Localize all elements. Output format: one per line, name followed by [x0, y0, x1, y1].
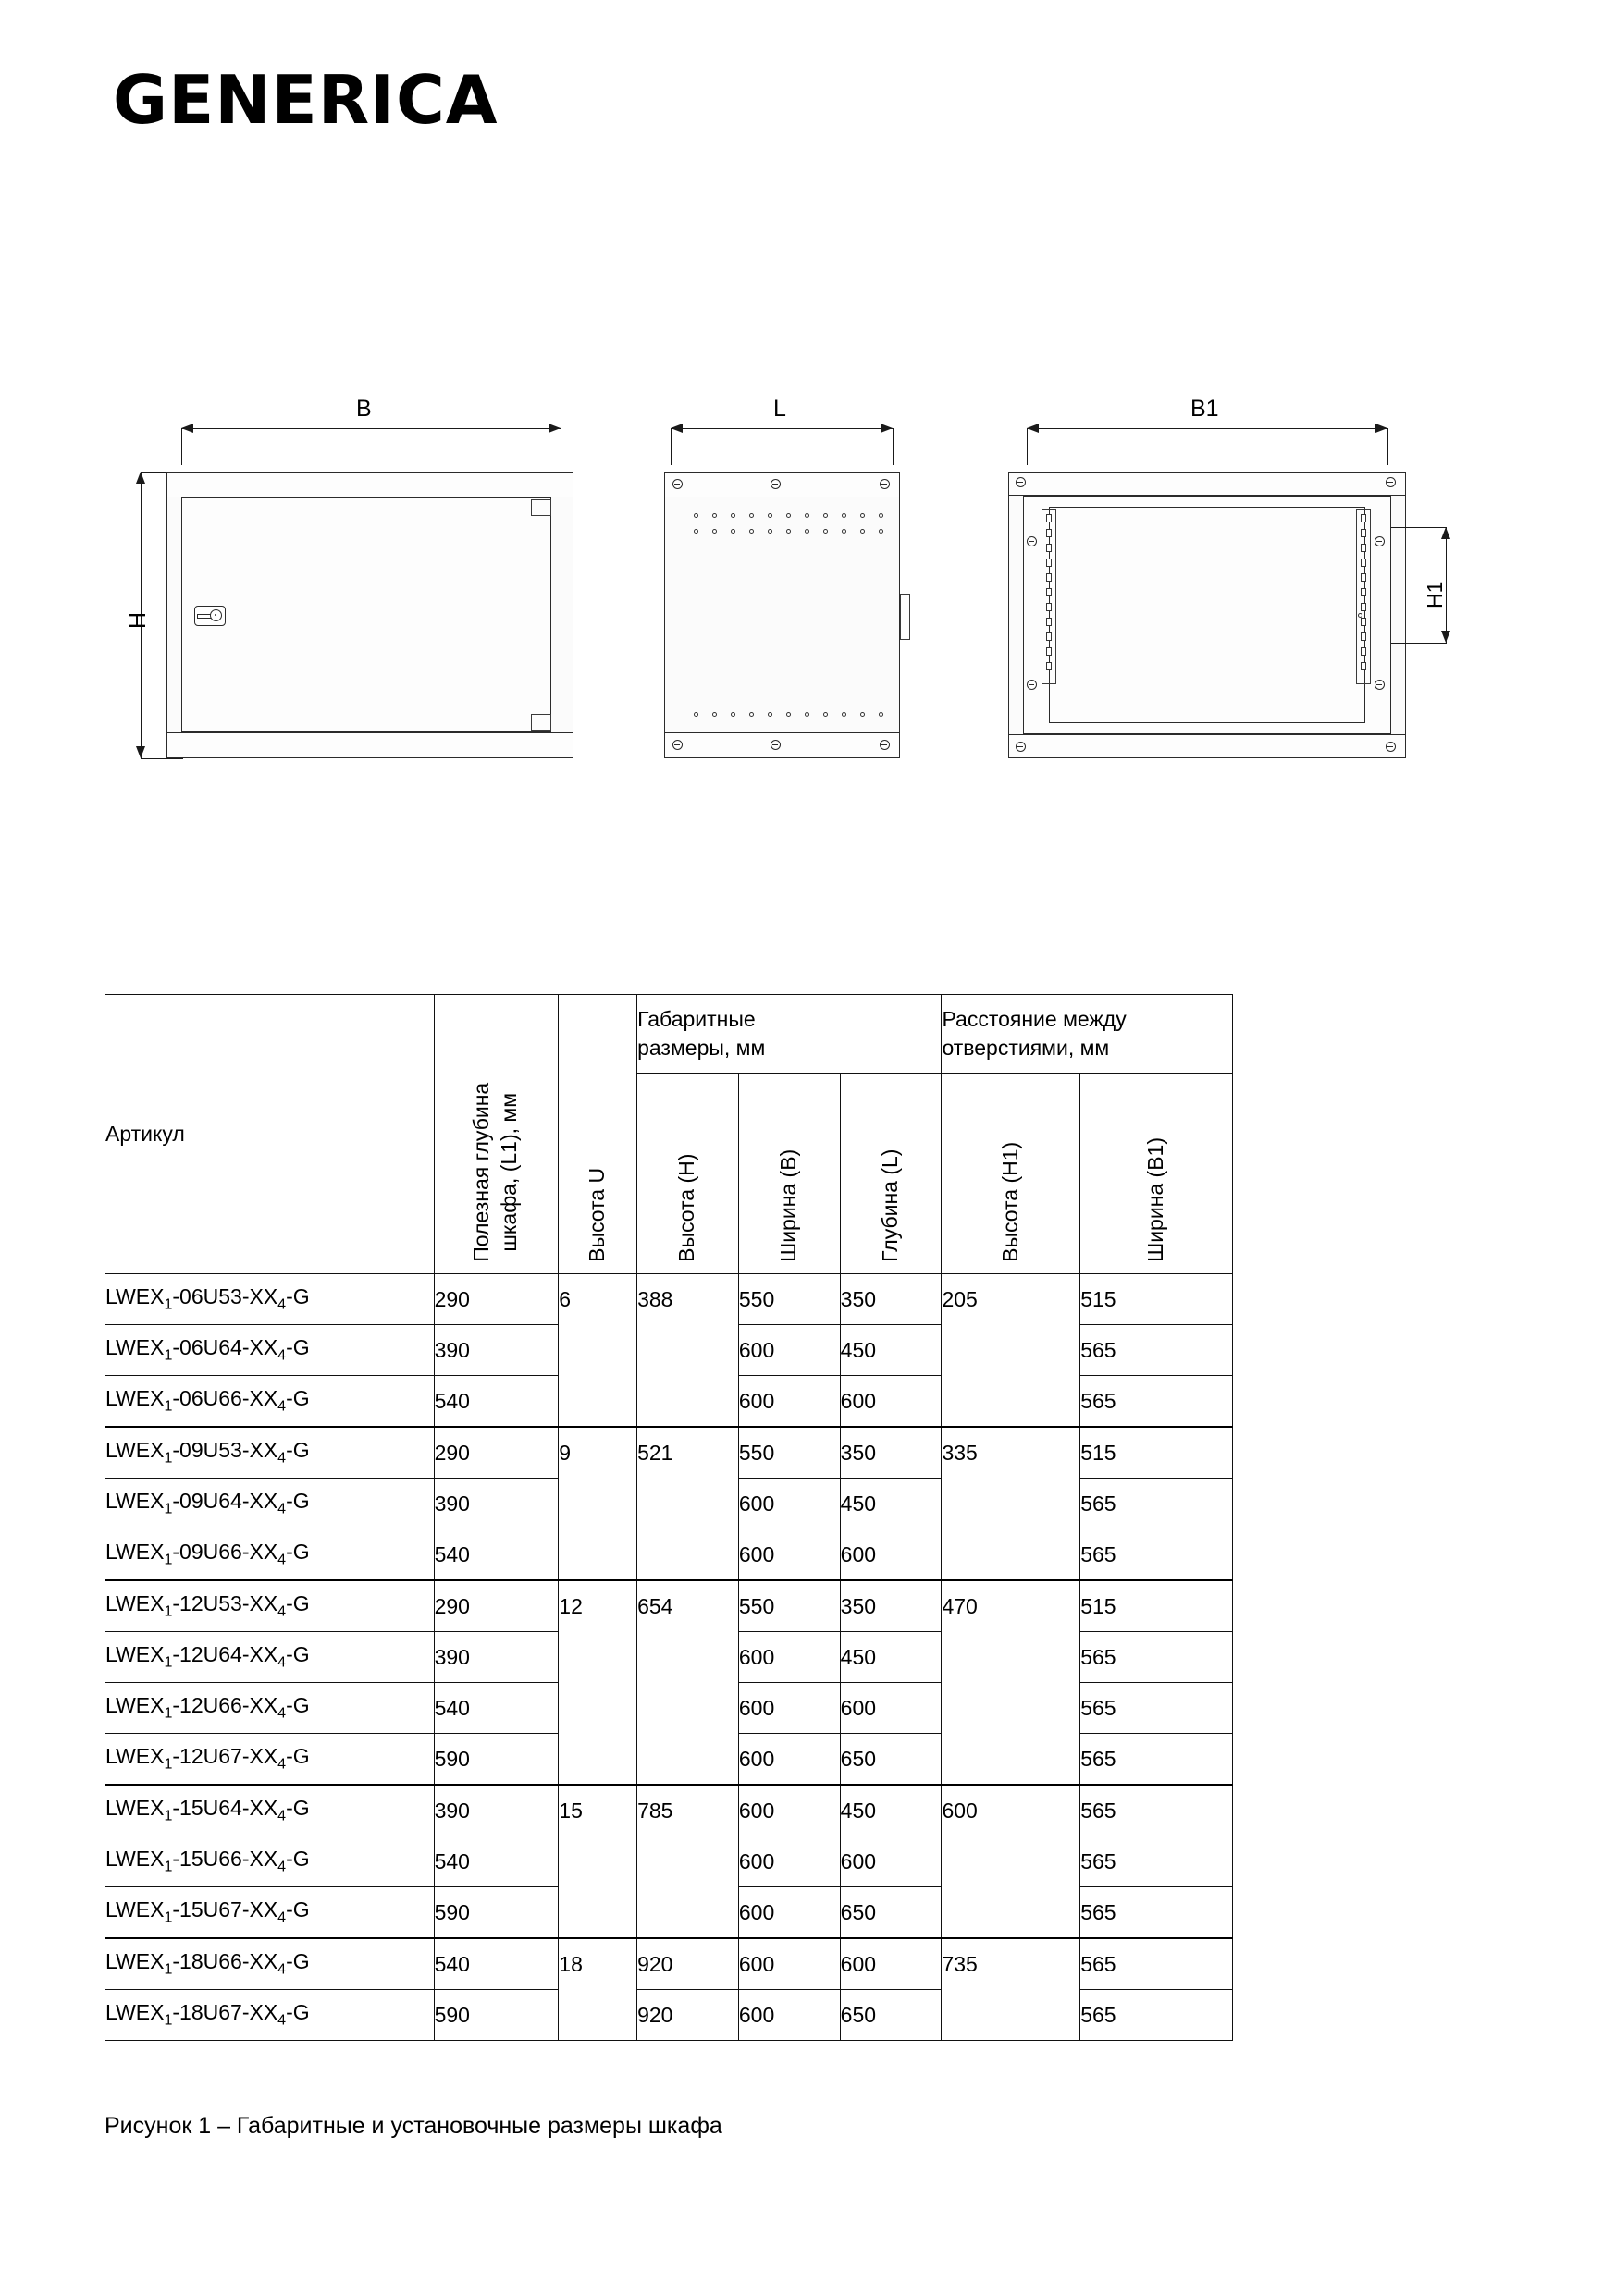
vent-hole-icon [823, 712, 828, 717]
dim-arrow-h-top [136, 472, 145, 484]
cell-height-u [559, 1887, 637, 1939]
vent-hole-icon [731, 712, 735, 717]
cell-article: $LWEX_1-06U53-XX_4-G$ [105, 1274, 435, 1325]
cell-holes-width: 565 [1080, 1734, 1233, 1786]
front-view-top-panel [166, 472, 573, 497]
cell-height-u: 12 [559, 1580, 637, 1632]
vent-hole-icon [731, 529, 735, 534]
cell-holes-height [942, 1836, 1080, 1887]
rail-slot-icon [1361, 544, 1366, 552]
dim-label-h1: H1 [1423, 581, 1447, 608]
cell-useful-depth: 390 [434, 1632, 559, 1683]
cell-holes-width: 515 [1080, 1274, 1233, 1325]
rail-slot-icon [1046, 588, 1052, 596]
front-view-bottom-panel [166, 732, 573, 758]
cell-height-u: 15 [559, 1785, 637, 1836]
vent-hole-icon [749, 712, 754, 717]
cell-overall-width: 600 [738, 1479, 840, 1529]
cell-overall-height: 388 [637, 1274, 739, 1325]
cell-holes-height [942, 1734, 1080, 1786]
cell-holes-height: 470 [942, 1580, 1080, 1632]
vent-hole-icon [731, 513, 735, 518]
cell-overall-width: 550 [738, 1427, 840, 1479]
header-holes-height [942, 1074, 1080, 1274]
cell-article: $LWEX_1-12U64-XX_4-G$ [105, 1632, 435, 1683]
vent-hole-icon [768, 513, 772, 518]
cell-holes-height [942, 1479, 1080, 1529]
cell-holes-width: 565 [1080, 1836, 1233, 1887]
table-row [105, 1376, 1233, 1428]
dim-line-l [671, 428, 893, 429]
front-view-door [181, 497, 551, 732]
rail-slot-icon [1046, 632, 1052, 641]
table-row [105, 1836, 1233, 1887]
dim-arrow-b1-right [1375, 424, 1387, 433]
cell-useful-depth: 540 [434, 1376, 559, 1428]
cell-holes-width: 515 [1080, 1580, 1233, 1632]
vent-hole-icon [860, 712, 865, 717]
header-holes-group: Расстояние между отверстиями, мм [942, 995, 1233, 1074]
cell-overall-width: 600 [738, 1990, 840, 2041]
cell-overall-depth: 350 [840, 1274, 942, 1325]
cell-useful-depth: 390 [434, 1785, 559, 1836]
front-view-hinge-top [531, 499, 551, 516]
vent-hole-icon [712, 529, 717, 534]
header-holes-height-text: Высота (H1) [997, 1141, 1022, 1262]
cell-overall-width: 600 [738, 1529, 840, 1581]
cell-holes-width: 565 [1080, 1479, 1233, 1529]
rail-slot-icon [1361, 559, 1366, 567]
dim-label-h: H [125, 611, 151, 629]
dim-ext-b1-right [1387, 428, 1388, 465]
dim-line-b [181, 428, 561, 429]
cell-holes-height [942, 1529, 1080, 1581]
cell-useful-depth: 290 [434, 1580, 559, 1632]
cell-useful-depth: 540 [434, 1529, 559, 1581]
cell-height-u [559, 1734, 637, 1786]
cell-useful-depth: 540 [434, 1836, 559, 1887]
vent-hole-icon [768, 712, 772, 717]
vent-hole-icon [694, 513, 698, 518]
table-row [105, 1938, 1233, 1990]
side-view-handle [900, 594, 910, 640]
cell-overall-height: 920 [637, 1938, 739, 1990]
cell-overall-depth: 450 [840, 1479, 942, 1529]
cell-holes-height [942, 1683, 1080, 1734]
rear-view-inner-cavity [1049, 507, 1365, 723]
cell-article: $LWEX_1-15U64-XX_4-G$ [105, 1785, 435, 1836]
screw-icon [1016, 742, 1026, 752]
cell-overall-height: 654 [637, 1580, 739, 1632]
cell-useful-depth: 590 [434, 1887, 559, 1939]
table-row [105, 1427, 1233, 1479]
header-overall-depth [840, 1074, 942, 1274]
rail-slot-icon [1361, 618, 1366, 626]
dim-ext-l-left [671, 428, 672, 465]
cell-height-u [559, 1836, 637, 1887]
cell-overall-height: 920 [637, 1990, 739, 2041]
vent-hole-icon [768, 529, 772, 534]
header-holes-width-text: Ширина (B1) [1143, 1137, 1168, 1262]
vent-hole-icon [712, 712, 717, 717]
vent-hole-icon [842, 513, 846, 518]
header-overall-height-text: Высота (H) [674, 1153, 699, 1262]
cell-article: $LWEX_1-09U64-XX_4-G$ [105, 1479, 435, 1529]
spec-table [105, 994, 1233, 2041]
cell-overall-height [637, 1887, 739, 1939]
header-overall-width [738, 1074, 840, 1274]
cell-useful-depth: 290 [434, 1427, 559, 1479]
cell-holes-width: 565 [1080, 1632, 1233, 1683]
cell-overall-width: 600 [738, 1785, 840, 1836]
header-useful-depth-text: Полезная глубина шкафа, (L1), мм [469, 1083, 522, 1262]
rail-slot-icon [1361, 632, 1366, 641]
table-row [105, 1887, 1233, 1939]
cell-overall-height: 521 [637, 1427, 739, 1479]
cell-height-u [559, 1683, 637, 1734]
cell-holes-width: 565 [1080, 1938, 1233, 1990]
figure-drawings [0, 351, 1615, 795]
dim-arrow-b-left [181, 424, 193, 433]
side-view-top-panel [664, 472, 900, 497]
dim-arrow-l-right [881, 424, 893, 433]
rail-slot-icon [1046, 529, 1052, 537]
rail-slot-icon [1361, 603, 1366, 611]
cell-article: $LWEX_1-12U67-XX_4-G$ [105, 1734, 435, 1786]
rail-slot-icon [1046, 544, 1052, 552]
header-overall-depth-text: Глубина (L) [878, 1148, 903, 1262]
rail-slot-icon [1046, 618, 1052, 626]
dim-arrow-h-bottom [136, 746, 145, 758]
dim-label-l: L [773, 396, 786, 422]
dim-ext-b1-left [1027, 428, 1028, 465]
vent-hole-icon [805, 513, 809, 518]
dim-ext-h1-bottom [1391, 643, 1447, 644]
rail-slot-icon [1361, 514, 1366, 522]
cell-article: $LWEX_1-06U64-XX_4-G$ [105, 1325, 435, 1376]
cell-holes-width: 565 [1080, 1990, 1233, 2041]
cell-height-u [559, 1632, 637, 1683]
front-view-hinge-bottom [531, 714, 551, 731]
header-height-u [559, 995, 637, 1274]
cell-height-u [559, 1529, 637, 1581]
cell-holes-width: 565 [1080, 1785, 1233, 1836]
vent-hole-icon [694, 712, 698, 717]
spec-table-head [105, 995, 1233, 1274]
rear-view-bottom-panel [1008, 734, 1406, 758]
vent-hole-icon [842, 529, 846, 534]
cell-overall-depth: 650 [840, 1887, 942, 1939]
cell-article: $LWEX_1-12U66-XX_4-G$ [105, 1683, 435, 1734]
cell-overall-height [637, 1836, 739, 1887]
cell-overall-depth: 650 [840, 1990, 942, 2041]
screw-icon [880, 479, 890, 489]
screw-icon [672, 479, 683, 489]
cell-overall-height [637, 1325, 739, 1376]
dim-arrow-h1-bottom [1441, 631, 1450, 643]
vent-hole-icon [749, 513, 754, 518]
vent-hole-icon [712, 513, 717, 518]
vent-hole-icon [805, 712, 809, 717]
cell-holes-width: 515 [1080, 1427, 1233, 1479]
cell-overall-depth: 450 [840, 1632, 942, 1683]
rail-slot-icon [1046, 603, 1052, 611]
lock-keyhole-icon [210, 609, 222, 621]
dim-line-b1 [1027, 428, 1387, 429]
dim-ext-b-left [181, 428, 182, 465]
dim-ext-h-bottom [141, 758, 183, 759]
vent-hole-icon [879, 529, 883, 534]
cell-overall-depth: 600 [840, 1938, 942, 1990]
screw-icon [1016, 477, 1026, 487]
cell-height-u [559, 1325, 637, 1376]
dim-arrow-b1-left [1027, 424, 1039, 433]
cell-overall-width: 600 [738, 1683, 840, 1734]
rail-slot-icon [1361, 588, 1366, 596]
cell-overall-depth: 600 [840, 1683, 942, 1734]
cell-height-u: 9 [559, 1427, 637, 1479]
cell-article: $LWEX_1-18U66-XX_4-G$ [105, 1938, 435, 1990]
cell-overall-width: 600 [738, 1376, 840, 1428]
rail-slot-icon [1361, 573, 1366, 582]
cell-article: $LWEX_1-06U66-XX_4-G$ [105, 1376, 435, 1428]
dim-arrow-l-left [671, 424, 683, 433]
cell-holes-height [942, 1887, 1080, 1939]
cell-holes-height: 335 [942, 1427, 1080, 1479]
table-header-row [105, 995, 1233, 1074]
cell-overall-height [637, 1683, 739, 1734]
table-row [105, 1479, 1233, 1529]
vent-hole-icon [879, 712, 883, 717]
vent-hole-icon [860, 513, 865, 518]
vent-hole-icon [749, 529, 754, 534]
header-overall-width-text: Ширина (B) [776, 1148, 801, 1262]
vent-hole-icon [694, 529, 698, 534]
rail-slot-icon [1046, 559, 1052, 567]
cell-overall-height [637, 1479, 739, 1529]
cell-article: $LWEX_1-15U66-XX_4-G$ [105, 1836, 435, 1887]
cell-overall-width: 600 [738, 1734, 840, 1786]
cell-holes-width: 565 [1080, 1683, 1233, 1734]
table-row [105, 1683, 1233, 1734]
cell-overall-depth: 600 [840, 1376, 942, 1428]
cell-height-u: 6 [559, 1274, 637, 1325]
cell-holes-height [942, 1325, 1080, 1376]
cell-article: $LWEX_1-18U67-XX_4-G$ [105, 1990, 435, 2041]
dim-ext-h1-top [1391, 527, 1447, 528]
ground-point-icon [1358, 613, 1362, 618]
cell-useful-depth: 590 [434, 1734, 559, 1786]
rear-view-top-panel [1008, 472, 1406, 496]
cell-overall-depth: 350 [840, 1427, 942, 1479]
header-article: Артикул [105, 995, 435, 1274]
header-height-u-text: Высота U [585, 1168, 610, 1262]
cell-height-u: 18 [559, 1938, 637, 1990]
cell-height-u [559, 1479, 637, 1529]
vent-hole-icon [879, 513, 883, 518]
cell-holes-height [942, 1632, 1080, 1683]
cell-overall-depth: 600 [840, 1836, 942, 1887]
side-view-bottom-panel [664, 732, 900, 758]
cell-useful-depth: 540 [434, 1683, 559, 1734]
cell-article: $LWEX_1-09U53-XX_4-G$ [105, 1427, 435, 1479]
screw-icon [672, 740, 683, 750]
table-row [105, 1734, 1233, 1786]
cell-holes-height [942, 1990, 1080, 2041]
cell-overall-width: 600 [738, 1938, 840, 1990]
cell-overall-height [637, 1529, 739, 1581]
screw-icon [1386, 477, 1396, 487]
cell-height-u [559, 1990, 637, 2041]
cell-holes-width: 565 [1080, 1325, 1233, 1376]
rail-slot-icon [1046, 514, 1052, 522]
cell-overall-width: 550 [738, 1274, 840, 1325]
cell-overall-width: 600 [738, 1632, 840, 1683]
cell-overall-height [637, 1734, 739, 1786]
cell-holes-height [942, 1376, 1080, 1428]
table-row [105, 1529, 1233, 1581]
cell-holes-height: 600 [942, 1785, 1080, 1836]
cell-overall-depth: 450 [840, 1785, 942, 1836]
vent-hole-icon [823, 513, 828, 518]
cell-overall-depth: 600 [840, 1529, 942, 1581]
table-row [105, 1990, 1233, 2041]
cell-useful-depth: 390 [434, 1325, 559, 1376]
rail-slot-icon [1361, 529, 1366, 537]
dim-label-b: B [356, 396, 372, 422]
table-row [105, 1325, 1233, 1376]
table-row [105, 1632, 1233, 1683]
screw-icon [771, 740, 781, 750]
screw-icon [771, 479, 781, 489]
cell-overall-depth: 350 [840, 1580, 942, 1632]
cell-holes-width: 565 [1080, 1887, 1233, 1939]
screw-icon [880, 740, 890, 750]
rail-slot-icon [1046, 647, 1052, 656]
cell-useful-depth: 590 [434, 1990, 559, 2041]
header-overall-group: Габаритные размеры, мм [637, 995, 942, 1074]
spec-table-wrapper [105, 994, 1233, 2041]
rail-slot-icon [1046, 662, 1052, 670]
cell-overall-width: 600 [738, 1325, 840, 1376]
header-holes-width [1080, 1074, 1233, 1274]
figure-caption: Рисунок 1 – Габаритные и установочные размеры шкафа [105, 2113, 722, 2139]
cell-overall-width: 600 [738, 1887, 840, 1939]
screw-icon [1375, 680, 1385, 690]
cell-overall-width: 600 [738, 1836, 840, 1887]
cell-overall-depth: 450 [840, 1325, 942, 1376]
screw-icon [1027, 680, 1037, 690]
rail-slot-icon [1361, 647, 1366, 656]
cell-article: $LWEX_1-12U53-XX_4-G$ [105, 1580, 435, 1632]
table-row [105, 1580, 1233, 1632]
cell-holes-width: 565 [1080, 1376, 1233, 1428]
vent-hole-icon [786, 513, 791, 518]
vent-hole-icon [860, 529, 865, 534]
dim-ext-l-right [893, 428, 894, 465]
cell-useful-depth: 290 [434, 1274, 559, 1325]
header-overall-height [637, 1074, 739, 1274]
spec-table-body [105, 1274, 1233, 2041]
header-useful-depth [434, 995, 559, 1274]
dim-arrow-b-right [549, 424, 561, 433]
cell-overall-height [637, 1632, 739, 1683]
screw-icon [1375, 536, 1385, 546]
screw-icon [1027, 536, 1037, 546]
dim-arrow-h1-top [1441, 527, 1450, 539]
cell-holes-height: 735 [942, 1938, 1080, 1990]
cell-height-u [559, 1376, 637, 1428]
cell-overall-depth: 650 [840, 1734, 942, 1786]
cell-holes-width: 565 [1080, 1529, 1233, 1581]
cell-overall-height: 785 [637, 1785, 739, 1836]
cell-holes-height: 205 [942, 1274, 1080, 1325]
brand-logo: GENERICA [113, 61, 499, 139]
vent-hole-icon [805, 529, 809, 534]
cell-article: $LWEX_1-09U66-XX_4-G$ [105, 1529, 435, 1581]
table-row [105, 1785, 1233, 1836]
vent-hole-icon [786, 529, 791, 534]
cell-useful-depth: 390 [434, 1479, 559, 1529]
vent-hole-icon [823, 529, 828, 534]
table-row [105, 1274, 1233, 1325]
cell-overall-width: 550 [738, 1580, 840, 1632]
cell-overall-height [637, 1376, 739, 1428]
cell-article: $LWEX_1-15U67-XX_4-G$ [105, 1887, 435, 1939]
cell-useful-depth: 540 [434, 1938, 559, 1990]
rail-slot-icon [1361, 662, 1366, 670]
screw-icon [1386, 742, 1396, 752]
dim-label-b1: B1 [1190, 396, 1219, 422]
rail-slot-icon [1046, 573, 1052, 582]
vent-hole-icon [786, 712, 791, 717]
vent-hole-icon [842, 712, 846, 717]
